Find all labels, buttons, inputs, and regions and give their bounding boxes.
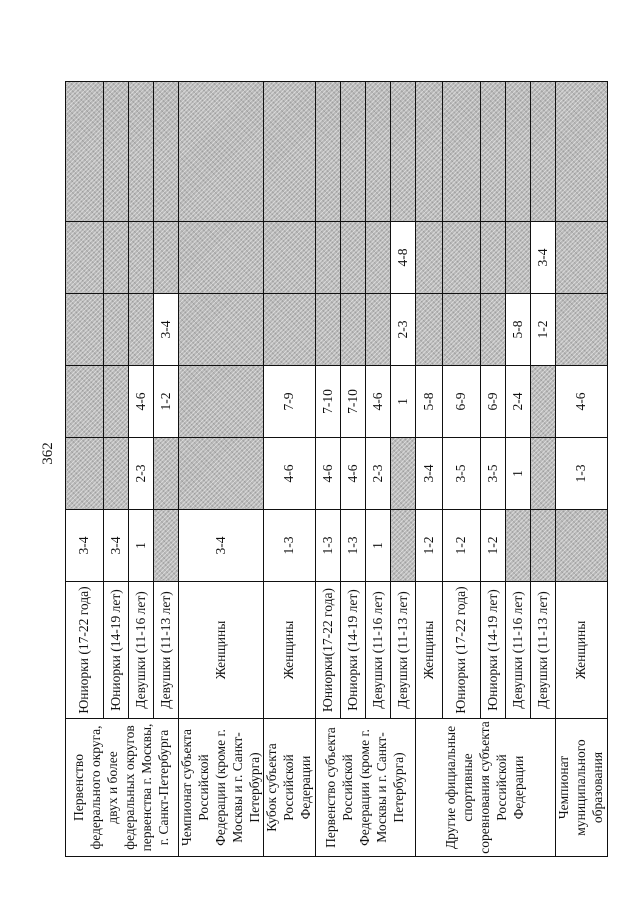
shaded-cell — [366, 82, 391, 222]
shaded-cell — [264, 82, 316, 222]
shaded-cell — [506, 510, 531, 582]
shaded-cell — [264, 294, 316, 366]
table-cell: 2-3 — [366, 438, 391, 510]
shaded-cell — [129, 82, 154, 222]
shaded-cell — [154, 222, 179, 294]
table-cell: 1 — [366, 510, 391, 582]
shaded-cell — [66, 82, 104, 222]
table-row — [316, 82, 341, 857]
page-number-text: 362 — [39, 441, 56, 465]
shaded-cell — [341, 294, 366, 366]
page-number — [38, 441, 58, 465]
table-cell: 3-4 — [179, 510, 264, 582]
table-cell: Чемпионат субъекта Российской Федерации (кроме г. Москвы и г. Санкт-Петербурга) — [179, 719, 264, 857]
shaded-cell — [531, 82, 556, 222]
table-cell: Девушки (11-16 лет) — [366, 582, 391, 719]
shaded-cell — [179, 222, 264, 294]
table-cell: 1-2 — [154, 366, 179, 438]
shaded-cell — [391, 82, 416, 222]
table-cell: 1-3 — [341, 510, 366, 582]
table-cell: Девушки (11-16 лет) — [506, 582, 531, 719]
table-cell: Кубок субъекта Российской Федерации — [264, 719, 316, 857]
table-cell: 1 — [129, 510, 154, 582]
shaded-cell — [366, 294, 391, 366]
table-cell: 2-3 — [391, 294, 416, 366]
shaded-cell — [531, 366, 556, 438]
table-cell: 6-9 — [443, 366, 481, 438]
shaded-cell — [264, 222, 316, 294]
shaded-cell — [443, 294, 481, 366]
table-cell: Женщины — [179, 582, 264, 719]
shaded-cell — [481, 82, 506, 222]
table-cell: Женщины — [416, 582, 443, 719]
table-cell: Юниорки (14-19 лет) — [481, 582, 506, 719]
table-cell: 1-3 — [264, 510, 316, 582]
table-cell: 1-2 — [531, 294, 556, 366]
table-cell: 1-3 — [316, 510, 341, 582]
table-cell: Юниорки (17-22 года) — [66, 582, 104, 719]
shaded-cell — [129, 294, 154, 366]
table-row — [179, 82, 264, 857]
table-cell: Юниорки(17-22 года) — [316, 582, 341, 719]
shaded-cell — [66, 438, 104, 510]
shaded-cell — [179, 82, 264, 222]
table-cell: Юниорки (17-22 года) — [443, 582, 481, 719]
shaded-cell — [416, 294, 443, 366]
table-cell: 7-10 — [316, 366, 341, 438]
shaded-cell — [179, 366, 264, 438]
shaded-cell — [531, 510, 556, 582]
table-cell: 3-4 — [416, 438, 443, 510]
table-cell: 4-6 — [316, 438, 341, 510]
shaded-cell — [104, 82, 129, 222]
shaded-cell — [341, 222, 366, 294]
shaded-cell — [66, 222, 104, 294]
shaded-cell — [179, 294, 264, 366]
shaded-cell — [154, 510, 179, 582]
table-cell: 5-8 — [506, 294, 531, 366]
table-cell: 4-6 — [341, 438, 366, 510]
shaded-cell — [179, 438, 264, 510]
table-cell: Девушки (11-16 лет) — [129, 582, 154, 719]
shaded-cell — [104, 222, 129, 294]
shaded-cell — [316, 294, 341, 366]
table-row — [66, 82, 104, 857]
table-cell: 5-8 — [416, 366, 443, 438]
shaded-cell — [481, 222, 506, 294]
table-cell: Другие официальные спортивные соревнования субъекта Российской Федерации — [416, 719, 556, 857]
table-cell: Первенство федерального округа, двух и более федеральных округов первенства г. Москвы, г. Санкт-Петербурга — [66, 719, 179, 857]
shaded-cell — [316, 222, 341, 294]
table-row — [556, 82, 608, 857]
table-cell: 4-6 — [556, 366, 608, 438]
table-cell: 1-2 — [443, 510, 481, 582]
table-cell: 7-10 — [341, 366, 366, 438]
table-cell: Женщины — [264, 582, 316, 719]
shaded-cell — [129, 222, 154, 294]
table-cell: Девушки (11-13 лет) — [391, 582, 416, 719]
table-cell: 2-4 — [506, 366, 531, 438]
shaded-cell — [506, 222, 531, 294]
shaded-cell — [154, 438, 179, 510]
shaded-cell — [443, 222, 481, 294]
shaded-cell — [506, 82, 531, 222]
shaded-cell — [556, 510, 608, 582]
table-cell: 6-9 — [481, 366, 506, 438]
table-cell: Девушки (11-13 лет) — [531, 582, 556, 719]
shaded-cell — [154, 82, 179, 222]
rotated-table-container — [65, 82, 605, 857]
shaded-cell — [416, 82, 443, 222]
shaded-cell — [66, 294, 104, 366]
shaded-cell — [556, 82, 608, 222]
shaded-cell — [556, 294, 608, 366]
table-cell: Женщины — [556, 582, 608, 719]
table-cell: 7-9 — [264, 366, 316, 438]
table-cell: 3-4 — [154, 294, 179, 366]
table-cell: Чемпионат муниципального образования — [556, 719, 608, 857]
shaded-cell — [391, 510, 416, 582]
table-cell: 1 — [391, 366, 416, 438]
table-cell: Юниорки (14-19 лет) — [341, 582, 366, 719]
table-cell: 3-5 — [481, 438, 506, 510]
shaded-cell — [66, 366, 104, 438]
shaded-cell — [416, 222, 443, 294]
table-body — [66, 82, 608, 857]
shaded-cell — [104, 366, 129, 438]
shaded-cell — [481, 294, 506, 366]
shaded-cell — [316, 82, 341, 222]
table-cell: 1-2 — [416, 510, 443, 582]
table-cell: 3-4 — [531, 222, 556, 294]
table-cell: 3-5 — [443, 438, 481, 510]
table-cell: 4-6 — [366, 366, 391, 438]
table-cell: Первенство субъекта Российской Федерации (кроме г. Москвы и г. Санкт-Петербурга) — [316, 719, 416, 857]
table-cell: Юниорки (14-19 лет) — [104, 582, 129, 719]
shaded-cell — [531, 438, 556, 510]
shaded-cell — [556, 222, 608, 294]
table-cell: 4-6 — [129, 366, 154, 438]
rank-requirements-table — [65, 81, 608, 857]
shaded-cell — [104, 438, 129, 510]
table-cell: Девушки (11-13 лет) — [154, 582, 179, 719]
table-cell: 3-4 — [66, 510, 104, 582]
table-row — [416, 82, 443, 857]
shaded-cell — [443, 82, 481, 222]
table-cell: 4-8 — [391, 222, 416, 294]
table-cell: 1 — [506, 438, 531, 510]
table-cell: 1-3 — [556, 438, 608, 510]
shaded-cell — [104, 294, 129, 366]
table-cell: 3-4 — [104, 510, 129, 582]
table-cell: 4-6 — [264, 438, 316, 510]
shaded-cell — [341, 82, 366, 222]
shaded-cell — [391, 438, 416, 510]
table-cell: 2-3 — [129, 438, 154, 510]
table-row — [264, 82, 316, 857]
table-cell: 1-2 — [481, 510, 506, 582]
shaded-cell — [366, 222, 391, 294]
